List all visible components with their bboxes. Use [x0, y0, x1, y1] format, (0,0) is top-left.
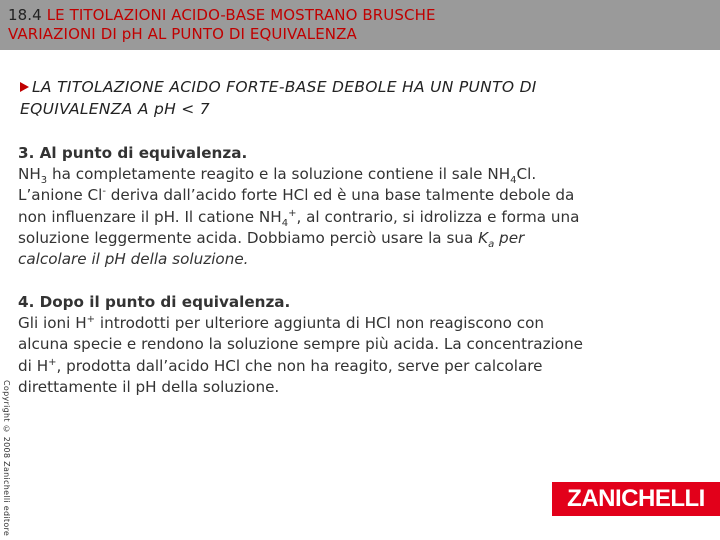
section-4-line-1: Gli ioni H+ introdotti per ulteriore aggiunta di HCl non reagiscono con [18, 314, 545, 333]
subtitle [20, 76, 710, 120]
section-4-line-3: di H+, prodotta dall’acido HCl che non ha reagito, serve per calcolare [18, 356, 543, 375]
section-3-heading: 3. Al punto di equivalenza. [18, 144, 248, 162]
section-3-line-1: $NH_3$ ha completamente reagito e la soluzione contiene il sale $NH_4Cl$. [18, 165, 537, 187]
triangle-arrow-icon [20, 82, 29, 92]
section-equivalence-point [18, 143, 708, 270]
subtitle-line-1: LA TITOLAZIONE ACIDO FORTE-BASE DEBOLE HA UN PUNTO DI [32, 78, 537, 96]
section-3-line-3: non influenzare il pH. Il catione $NH_4^+$, al contrario, si idrolizza e forma una [18, 207, 580, 229]
section-3-line-4: soluzione leggermente acida. Dobbiamo perciò usare la sua $K_a$ per [18, 228, 525, 250]
slide-title [8, 6, 708, 44]
header-bar [0, 0, 720, 50]
subtitle-line-2: EQUIVALENZA A pH < 7 [20, 100, 210, 118]
section-4-line-4: direttamente il pH della soluzione. [18, 377, 280, 396]
section-4-heading: 4. Dopo il punto di equivalenza. [18, 293, 291, 311]
section-3-line-2: L’anione Cl- deriva dall’acido forte HCl ed è una base talmente debole da [18, 186, 575, 205]
copyright-notice: Copyright © 2008 Zanichelli editore [2, 380, 11, 537]
title-line-2: VARIAZIONI DI pH AL PUNTO DI EQUIVALENZA [8, 25, 357, 43]
section-after-equivalence [18, 292, 708, 398]
zanichelli-logo: ZANICHELLI [552, 482, 720, 516]
section-number: 18.4 [8, 6, 42, 24]
title-line-1: LE TITOLAZIONI ACIDO-BASE MOSTRANO BRUSCHE [46, 6, 436, 24]
section-3-line-5: calcolare il pH della soluzione. [18, 250, 249, 269]
section-4-line-2: alcuna specie e rendono la soluzione sempre più acida. La concentrazione [18, 335, 584, 354]
